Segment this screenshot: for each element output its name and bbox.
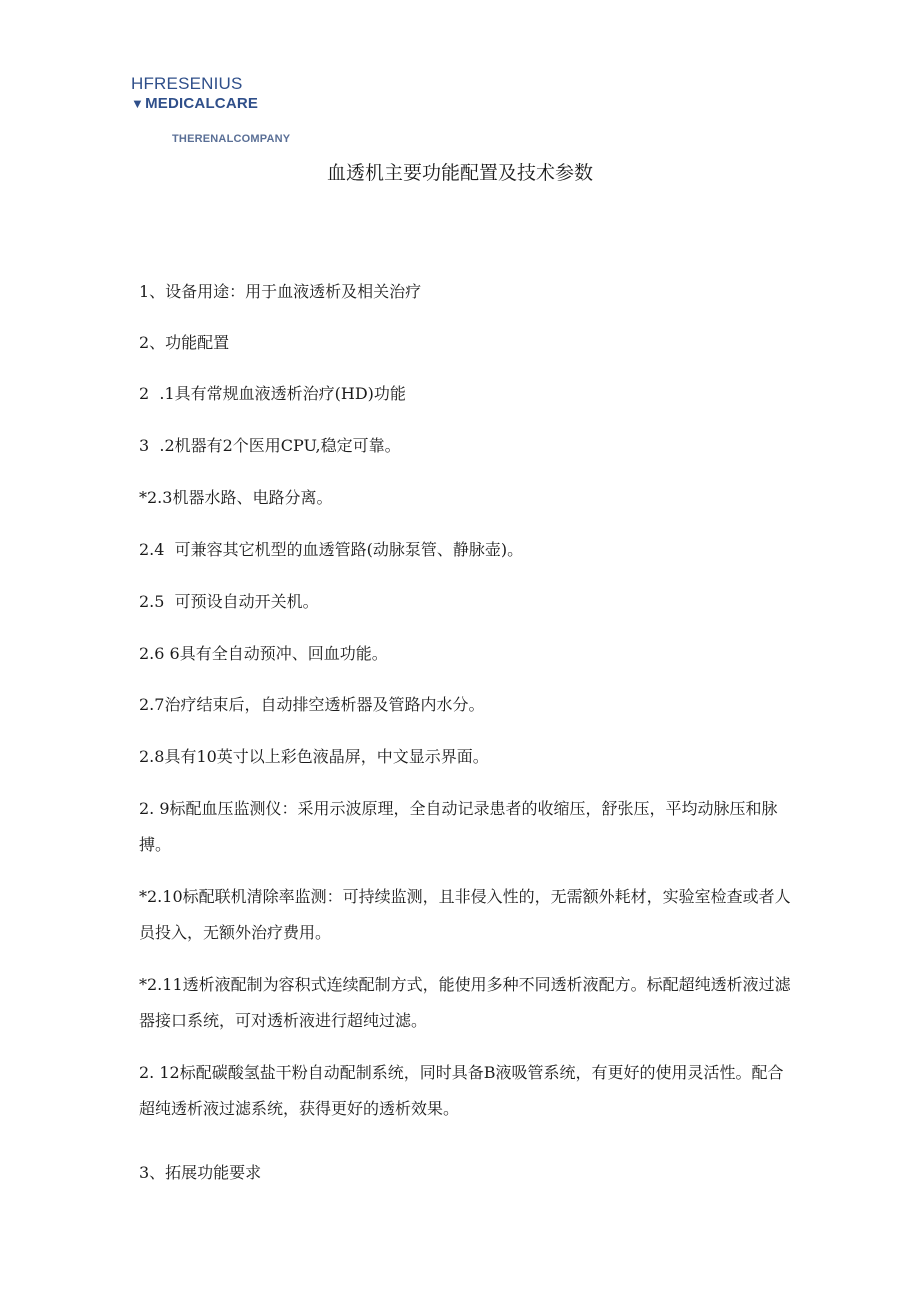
paragraph-2-6: 2.6 6具有全自动预冲、回血功能。 [139, 644, 388, 663]
company-tagline: THERENALCOMPANY [172, 133, 291, 145]
paragraph-3: 3、拓展功能要求 [139, 1163, 262, 1182]
paragraph-2: 2、功能配置 [139, 333, 230, 352]
paragraph-2-11: *2.11透析液配制为容积式连续配制方式，能使用多种不同透析液配方。标配超纯透析液过滤器接口系统，可对透析液进行超纯过滤。 [139, 975, 791, 1030]
paragraph-2-1: 2 .1具有常规血液透析治疗(HD)功能 [139, 384, 406, 403]
paragraph-2-9: 2. 9标配血压监测仪：采用示波原理，全自动记录患者的收缩压，舒张压，平均动脉压和脉搏。 [139, 799, 778, 854]
triangle-icon: ▼ [131, 96, 145, 111]
paragraph-2-8: 2.8具有10英寸以上彩色液晶屏，中文显示界面。 [139, 747, 489, 766]
logo-medicalcare-text: MEDICALCARE [145, 95, 259, 112]
paragraph-1: 1、设备用途：用于血液透析及相关治疗 [139, 282, 422, 301]
document-title: 血透机主要功能配置及技术参数 [326, 162, 593, 184]
paragraph-2-2: 3 .2机器有2个医用CPU,稳定可靠。 [139, 436, 401, 455]
paragraph-2-3: *2.3机器水路、电路分离。 [139, 488, 333, 507]
logo-line-medicalcare [131, 94, 258, 114]
company-logo [131, 74, 258, 114]
paragraph-2-10: *2.10标配联机清除率监测：可持续监测，且非侵入性的，无需额外耗材，实验室检查或者人员投入，无额外治疗费用。 [139, 887, 791, 942]
paragraph-2-12: 2. 12标配碳酸氢盐干粉自动配制系统，同时具备B液吸管系统，有更好的使用灵活性。配合超纯透析液过滤系统，获得更好的透析效果。 [139, 1063, 784, 1118]
paragraph-2-4: 2.4 可兼容其它机型的血透管路(动脉泵管、静脉壶)。 [139, 540, 524, 559]
logo-line-fresenius: HFRESENIUS [131, 74, 243, 93]
paragraph-2-7: 2.7治疗结束后，自动排空透析器及管路内水分。 [139, 695, 485, 714]
paragraph-2-5: 2.5 可预设自动开关机。 [139, 592, 319, 611]
